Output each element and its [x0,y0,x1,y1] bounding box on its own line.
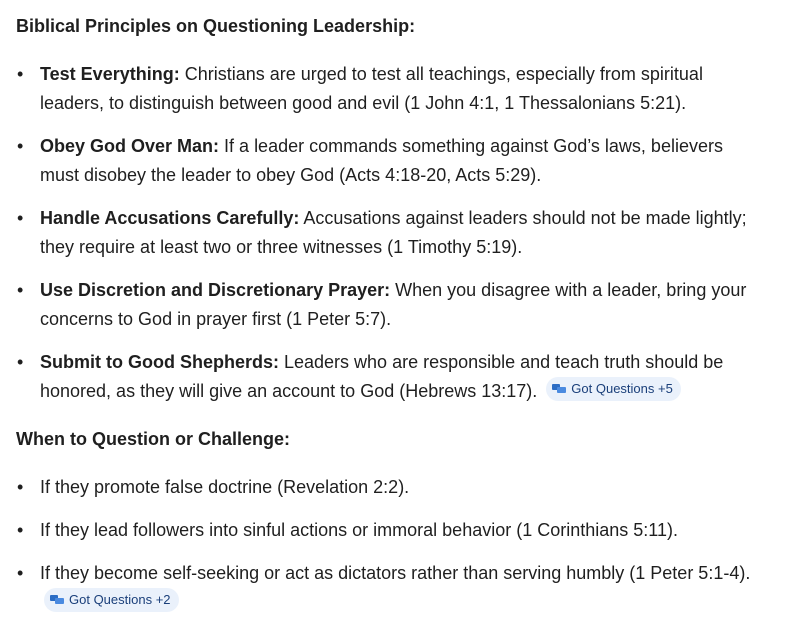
list-item [16,516,756,545]
list-item [16,559,756,617]
bullet: • [17,352,24,372]
bullet: • [17,520,24,540]
item-title: Use Discretion and Discretionary Prayer: [40,280,391,300]
bullet: • [17,280,24,300]
section-heading-principles: Biblical Principles on Questioning Leadership: [16,16,416,36]
item-title: Submit to Good Shepherds: [40,352,279,372]
source-chip-got-questions[interactable] [546,377,681,401]
bullet: • [17,64,24,84]
bullet: • [17,136,24,156]
item-text: If they become self-seeking or act as dictators rather than serving humbly (1 Peter 5:1-4). [40,563,751,583]
item-text: When you disagree with a leader, bring your concerns to God in prayer first (1 Peter 5:7). [40,280,747,329]
bullet: • [17,208,24,228]
source-favicon-icon [552,383,566,395]
bullet: • [17,563,24,583]
list-item [16,60,756,118]
section-heading-when-to-question: When to Question or Challenge: [16,429,290,449]
item-text: Accusations against leaders should not be made lightly; they require at least two or three witnesses (1 Timothy 5:19). [40,208,747,257]
source-chip-got-questions[interactable] [44,588,179,612]
item-title: Obey God Over Man: [40,136,220,156]
item-text: If a leader commands something against God’s laws, believers must disobey the leader to obey God (Acts 4:18-20, Acts 5:29). [40,136,723,185]
list-item [16,204,756,262]
list-item [16,132,756,190]
item-text: Leaders who are responsible and teach truth should be honored, as they will give an account to God (Hebrews 13:17). [40,352,724,401]
list-item [16,276,756,334]
list-item [16,473,756,502]
source-chip-label: Got Questions +2 [69,592,171,607]
item-title: Handle Accusations Carefully: [40,208,300,228]
item-title: Test Everything: [40,64,180,84]
source-chip-label: Got Questions +5 [571,381,673,396]
list-item [16,348,756,406]
item-text: Christians are urged to test all teachings, especially from spiritual leaders, to distinguish between good and evil (1 John 4:1, 1 Thessalonians 5:21). [40,64,703,113]
item-text: If they lead followers into sinful actions or immoral behavior (1 Corinthians 5:11). [40,520,678,540]
source-favicon-icon [50,594,64,606]
bullet: • [17,477,24,497]
item-text: If they promote false doctrine (Revelation 2:2). [40,477,410,497]
